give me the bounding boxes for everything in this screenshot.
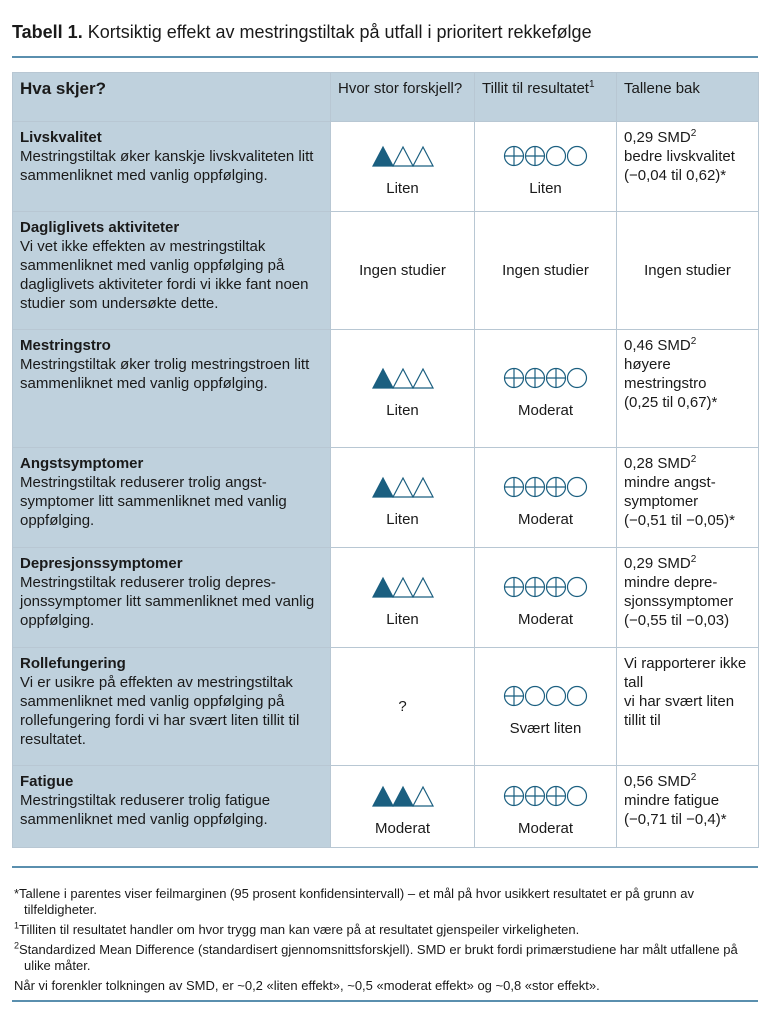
smd-value bbox=[624, 654, 751, 692]
header-certainty-sup: 1 bbox=[588, 79, 595, 90]
footnote-ref: 2 bbox=[690, 454, 697, 465]
empty-triangle-icon bbox=[413, 369, 433, 388]
outcome-description: Mestringstiltak reduserer trolig angst-symptomer litt sammenliknet med vanlig oppfølging. bbox=[20, 474, 287, 529]
numbers-line bbox=[624, 810, 751, 829]
crossed-circle-icon bbox=[525, 147, 544, 166]
certainty-label: Moderat bbox=[517, 820, 574, 837]
numbers-cell bbox=[617, 448, 759, 548]
certainty-label: Moderat bbox=[517, 611, 574, 628]
smd-value bbox=[624, 128, 751, 147]
numbers-text: vi har svært liten tillit til bbox=[624, 693, 735, 729]
numbers-line bbox=[624, 147, 751, 166]
outcome-cell bbox=[13, 648, 331, 766]
footnote bbox=[12, 886, 758, 918]
footnote bbox=[12, 922, 758, 938]
outcome-cell bbox=[13, 448, 331, 548]
effect-label: Moderat bbox=[374, 820, 431, 837]
numbers-text: høyere mestringstro bbox=[624, 356, 707, 392]
footnote-marker: 2 bbox=[14, 940, 20, 951]
header-certainty-label: Tillit til resultatet bbox=[482, 80, 589, 97]
smd-value bbox=[624, 554, 751, 573]
no-studies-label: Ingen studier bbox=[644, 262, 731, 279]
certainty-cell bbox=[475, 766, 617, 848]
header-certainty bbox=[475, 73, 617, 122]
numbers-text: (−0,55 til −0,03) bbox=[624, 612, 730, 629]
certainty-icon bbox=[503, 367, 589, 389]
crossed-circle-icon bbox=[525, 369, 544, 388]
certainty-cell bbox=[475, 448, 617, 548]
empty-circle-icon bbox=[567, 578, 586, 597]
footnote-ref: 2 bbox=[690, 336, 697, 347]
numbers-text: 0,29 SMD bbox=[624, 129, 691, 146]
numbers-line bbox=[624, 473, 751, 511]
numbers-line bbox=[624, 611, 751, 630]
empty-triangle-icon bbox=[393, 369, 413, 388]
crossed-circle-icon bbox=[504, 147, 523, 166]
empty-triangle-icon bbox=[393, 478, 413, 497]
effect-size-icon bbox=[372, 576, 434, 598]
empty-circle-icon bbox=[546, 687, 565, 706]
effect-label: Liten bbox=[386, 402, 419, 419]
numbers-text: mindre depre-sjonssymptomer bbox=[624, 574, 734, 610]
crossed-circle-icon bbox=[504, 578, 523, 597]
outcome-name: Mestringstro bbox=[20, 337, 111, 354]
numbers-text: bedre livskvalitet bbox=[624, 148, 735, 165]
crossed-circle-icon bbox=[504, 687, 523, 706]
footnote-ref: 2 bbox=[690, 772, 697, 783]
filled-triangle-icon bbox=[373, 147, 393, 166]
effect-size-icon bbox=[372, 145, 434, 167]
outcome-cell bbox=[13, 548, 331, 648]
numbers-cell bbox=[617, 548, 759, 648]
empty-triangle-icon bbox=[413, 478, 433, 497]
footnote bbox=[12, 978, 758, 994]
certainty-label: Svært liten bbox=[509, 720, 582, 737]
empty-circle-icon bbox=[525, 687, 544, 706]
numbers-text: (0,25 til 0,67)* bbox=[624, 394, 718, 411]
numbers-text: Vi rapporterer ikke tall bbox=[624, 655, 747, 691]
table-title bbox=[12, 20, 592, 44]
numbers-cell bbox=[617, 330, 759, 448]
footnote-text: Standardized Mean Difference (standardisert gjennomsnittsforskjell). SMD er brukt fordi primærstudiene har målt utfallene på ulike måter. bbox=[19, 942, 738, 973]
outcome-name: Rollefungering bbox=[20, 655, 126, 672]
numbers-cell bbox=[617, 212, 759, 330]
empty-triangle-icon bbox=[413, 147, 433, 166]
empty-circle-icon bbox=[567, 369, 586, 388]
certainty-cell bbox=[475, 212, 617, 330]
footnote-ref: 2 bbox=[690, 554, 697, 565]
certainty-label: Moderat bbox=[517, 402, 574, 419]
footnote-text: Når vi forenkler tolkningen av SMD, er ~0,2 «liten effekt», ~0,5 «moderat effekt» og ~0,8 «stor effekt». bbox=[14, 978, 600, 993]
smd-value bbox=[624, 772, 751, 791]
footnote-text: Tilliten til resultatet handler om hvor trygg man kan være på at resultatet gjenspeiler virkeligheten. bbox=[19, 922, 580, 937]
numbers-cell bbox=[617, 766, 759, 848]
results-table bbox=[12, 72, 759, 848]
footnotes bbox=[12, 886, 758, 998]
outcome-cell bbox=[13, 122, 331, 212]
outcome-description: Mestringstiltak øker trolig mestringstroen litt sammenliknet med vanlig oppfølging. bbox=[20, 356, 310, 392]
certainty-cell bbox=[475, 122, 617, 212]
table-title-text: Kortsiktig effekt av mestringstiltak på utfall i prioritert rekkefølge bbox=[87, 22, 592, 42]
header-difference: Hvor stor forskjell? bbox=[331, 73, 475, 122]
effect-label: Liten bbox=[386, 180, 419, 197]
certainty-label: Moderat bbox=[517, 511, 574, 528]
table-row bbox=[13, 330, 759, 448]
table-row bbox=[13, 766, 759, 848]
numbers-line bbox=[624, 692, 751, 730]
effect-size-icon bbox=[372, 785, 434, 807]
header-row bbox=[13, 73, 759, 122]
empty-circle-icon bbox=[567, 147, 586, 166]
outcome-cell bbox=[13, 766, 331, 848]
certainty-icon bbox=[503, 685, 589, 707]
footnote-ref: 2 bbox=[690, 128, 697, 139]
effect-size-icon bbox=[372, 476, 434, 498]
outcome-description: Mestringstiltak øker kanskje livskvaliteten litt sammenliknet med vanlig oppfølging. bbox=[20, 148, 314, 184]
numbers-line bbox=[624, 166, 751, 185]
effect-label: Liten bbox=[386, 611, 419, 628]
crossed-circle-icon bbox=[546, 478, 565, 497]
footnote-text: *Tallene i parentes viser feilmarginen (95 prosent konfidensintervall) – et mål på hvor usikkert resultatet er på grunn av tilfeldigheter. bbox=[14, 886, 694, 917]
table-row bbox=[13, 212, 759, 330]
numbers-line bbox=[624, 355, 751, 393]
empty-circle-icon bbox=[567, 687, 586, 706]
numbers-text: 0,56 SMD bbox=[624, 773, 691, 790]
header-numbers: Tallene bak bbox=[617, 73, 759, 122]
filled-triangle-icon bbox=[373, 478, 393, 497]
numbers-text: mindre angst-symptomer bbox=[624, 474, 716, 510]
table-row bbox=[13, 548, 759, 648]
crossed-circle-icon bbox=[504, 478, 523, 497]
numbers-text: mindre fatigue bbox=[624, 792, 720, 809]
empty-triangle-icon bbox=[393, 578, 413, 597]
empty-circle-icon bbox=[567, 787, 586, 806]
footnote bbox=[12, 942, 758, 974]
crossed-circle-icon bbox=[525, 787, 544, 806]
empty-triangle-icon bbox=[393, 147, 413, 166]
effect-label: Liten bbox=[386, 511, 419, 528]
crossed-circle-icon bbox=[546, 578, 565, 597]
numbers-text: (−0,71 til −0,4)* bbox=[624, 811, 727, 828]
crossed-circle-icon bbox=[525, 578, 544, 597]
crossed-circle-icon bbox=[546, 787, 565, 806]
crossed-circle-icon bbox=[504, 787, 523, 806]
crossed-circle-icon bbox=[525, 478, 544, 497]
filled-triangle-icon bbox=[373, 578, 393, 597]
empty-circle-icon bbox=[567, 478, 586, 497]
filled-triangle-icon bbox=[373, 787, 393, 806]
numbers-line bbox=[624, 791, 751, 810]
effect-cell bbox=[331, 648, 475, 766]
effect-cell bbox=[331, 330, 475, 448]
numbers-line bbox=[624, 573, 751, 611]
effect-cell bbox=[331, 766, 475, 848]
effect-unknown: ? bbox=[398, 698, 407, 715]
no-studies-label: Ingen studier bbox=[502, 262, 589, 279]
outcome-name: Depresjonssymptomer bbox=[20, 555, 183, 572]
outcome-name: Fatigue bbox=[20, 773, 74, 790]
certainty-label: Liten bbox=[529, 180, 562, 197]
smd-value bbox=[624, 454, 751, 473]
outcome-name: Livskvalitet bbox=[20, 129, 102, 146]
numbers-cell bbox=[617, 648, 759, 766]
certainty-cell bbox=[475, 548, 617, 648]
effect-cell bbox=[331, 448, 475, 548]
top-rule bbox=[12, 56, 758, 58]
numbers-text: 0,29 SMD bbox=[624, 555, 691, 572]
empty-circle-icon bbox=[546, 147, 565, 166]
outcome-description: Vi er usikre på effekten av mestringstiltak sammenliknet med vanlig oppfølging på rollefungering fordi vi har svært liten tillit til resultatet. bbox=[20, 674, 300, 748]
certainty-icon bbox=[503, 576, 589, 598]
numbers-text: (−0,04 til 0,62)* bbox=[624, 167, 727, 184]
bottom-rule-2 bbox=[12, 1000, 758, 1002]
footnote-marker: 1 bbox=[14, 920, 20, 931]
numbers-line bbox=[624, 393, 751, 412]
smd-value bbox=[624, 336, 751, 355]
outcome-description: Vi vet ikke effekten av mestringstiltak sammenliknet med vanlig oppfølging på dagliglivets aktiviteter fordi vi ikke fant noen studier som undersøkte dette. bbox=[20, 238, 309, 312]
certainty-cell bbox=[475, 330, 617, 448]
filled-triangle-icon bbox=[393, 787, 413, 806]
table-row bbox=[13, 122, 759, 212]
no-studies-label: Ingen studier bbox=[359, 262, 446, 279]
outcome-cell bbox=[13, 212, 331, 330]
certainty-cell bbox=[475, 648, 617, 766]
header-what: Hva skjer? bbox=[13, 73, 331, 122]
crossed-circle-icon bbox=[546, 369, 565, 388]
crossed-circle-icon bbox=[504, 369, 523, 388]
certainty-icon bbox=[503, 145, 589, 167]
effect-size-icon bbox=[372, 367, 434, 389]
bottom-rule-1 bbox=[12, 866, 758, 868]
effect-cell bbox=[331, 212, 475, 330]
certainty-icon bbox=[503, 476, 589, 498]
effect-cell bbox=[331, 548, 475, 648]
numbers-cell bbox=[617, 122, 759, 212]
table-row bbox=[13, 448, 759, 548]
certainty-icon bbox=[503, 785, 589, 807]
outcome-description: Mestringstiltak reduserer trolig depres-jonssymptomer litt sammenliknet med vanlig oppfølging. bbox=[20, 574, 315, 629]
outcome-cell bbox=[13, 330, 331, 448]
table-row bbox=[13, 648, 759, 766]
table-title-label: Tabell 1. bbox=[12, 22, 83, 42]
effect-cell bbox=[331, 122, 475, 212]
outcome-description: Mestringstiltak reduserer trolig fatigue sammenliknet med vanlig oppfølging. bbox=[20, 792, 271, 828]
filled-triangle-icon bbox=[373, 369, 393, 388]
empty-triangle-icon bbox=[413, 578, 433, 597]
outcome-name: Angstsymptomer bbox=[20, 455, 144, 472]
numbers-text: 0,46 SMD bbox=[624, 337, 691, 354]
numbers-text: (−0,51 til −0,05)* bbox=[624, 512, 735, 529]
numbers-text: 0,28 SMD bbox=[624, 455, 691, 472]
numbers-line bbox=[624, 511, 751, 530]
outcome-name: Dagliglivets aktiviteter bbox=[20, 219, 180, 236]
empty-triangle-icon bbox=[413, 787, 433, 806]
